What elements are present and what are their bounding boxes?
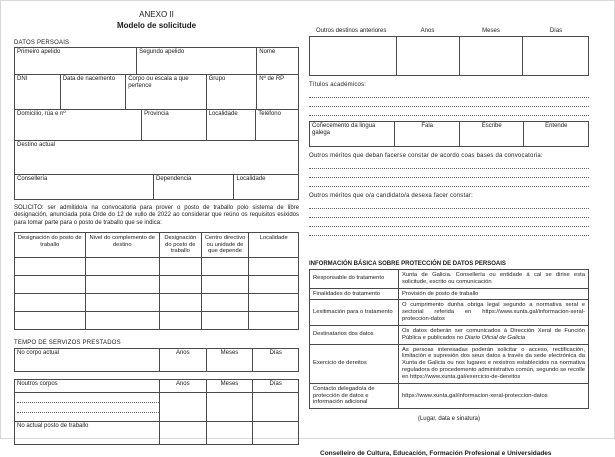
empty-cell (15, 294, 85, 311)
column-header-dias: Días (252, 349, 298, 371)
dotted-line (309, 99, 589, 107)
datos-persoais-table (14, 47, 299, 200)
field-nome (256, 48, 298, 74)
column-header-fala: Fala (394, 122, 459, 146)
titulos-academicos-label: Títulos académicos: (309, 82, 367, 88)
right-column (309, 28, 589, 457)
meritos-bases-label: Outros méritos que deban facerse constar de acordo coas bases da convocatoria: (309, 153, 543, 159)
column-header: Centro directivo ou unidade de que depende (201, 233, 249, 257)
proteccion-row-label: Lexitimación para o tratamento (310, 300, 399, 325)
empty-cell (310, 37, 396, 75)
field-lingua-galega (310, 122, 394, 146)
field-label: Corpo ou escala a que pertence (128, 76, 189, 89)
empty-cell (159, 258, 201, 275)
field-label: Dependencia (156, 176, 192, 182)
proteccion-datos-header: INFORMACIÓN BÁSICA SOBRE PROTECCIÓN DE DATOS PERSOAIS (309, 261, 506, 267)
table-row (15, 275, 298, 293)
field-dependencia (153, 175, 233, 199)
table-row (15, 257, 298, 275)
field-label: Localidade (236, 176, 266, 182)
meritos-candidato-lines (309, 201, 589, 236)
table-row (310, 300, 589, 325)
table-row (310, 325, 589, 344)
table-row (15, 421, 298, 444)
field-label: Teléfono (258, 111, 281, 117)
column-header: Localidade (248, 233, 298, 257)
column-header-dias: Días (252, 380, 298, 392)
empty-cell (248, 258, 298, 275)
field-label: Primeiro apelido (17, 49, 61, 55)
empty-cell (159, 312, 201, 329)
field-label: Localidade (208, 111, 238, 117)
empty-cell (85, 276, 159, 293)
empty-cell (201, 294, 249, 311)
proteccion-row-value: Provisión de posto de traballo (399, 288, 589, 300)
empty-cell (201, 276, 249, 293)
meritos-bases-lines (309, 161, 589, 187)
dotted-line (309, 161, 589, 169)
empty-cell (522, 37, 588, 75)
proteccion-row-value: As persoas interesadas poderán solicitar o acceso, rectificación, limitación e supresión dos seus datos a través da sede electrónica da Xunta de Galicia ou nos lugares e rexistros establecidos na normativa reguladora do procedemento administrativo común, segundo se recolle en https://www.xunta.gal/exercicio-de-dereitos (399, 344, 589, 383)
field-domicilio (15, 110, 141, 140)
table-row (310, 383, 589, 408)
table-row (15, 140, 298, 174)
field-label: No corpo actual (17, 349, 60, 356)
column-header: Designación do posto de traballo (17, 234, 82, 248)
column-header-anos: Anos (159, 349, 206, 371)
dotted-line (17, 405, 159, 413)
field-telefono (255, 110, 298, 140)
value-text: Os datos deberán ser comunicados á Dirección Xeral de Función Pública e publicados no (402, 327, 585, 341)
field-label: Data de nacemento (62, 76, 116, 82)
field-no-actual-posto (15, 422, 159, 444)
tempo-corpo-actual-table (14, 348, 299, 372)
column-header-escribe: Escribe (459, 122, 524, 146)
table-row (15, 380, 298, 392)
table-row (15, 48, 298, 74)
proteccion-row-value (399, 325, 589, 344)
field-primeiro-apelido (15, 48, 136, 74)
column-header-entende: Entende (523, 122, 588, 146)
tempo-noutros-corpos-table (14, 379, 299, 445)
value-text-italic: Diario Oficial de Galicia (464, 334, 526, 341)
field-corpo-escala (125, 75, 205, 109)
empty-cell (206, 422, 253, 444)
table-row (15, 311, 298, 329)
empty-cell (252, 422, 298, 444)
field-dni (15, 75, 60, 109)
column-header-meses: Meses (206, 380, 253, 392)
empty-cell (85, 294, 159, 311)
left-column (14, 5, 299, 445)
field-noutros-corpos (15, 380, 159, 392)
section-tempo-servizos: TEMPO DE SERVIZOS PRESTADOS (14, 339, 121, 346)
empty-cell (201, 258, 249, 275)
outros-destinos-table (309, 36, 589, 76)
titulos-academicos-lines (309, 90, 589, 116)
field-data-nacemento (60, 75, 126, 109)
meritos-candidato-label: Outros méritos que o/a candidato/a desexa facer constar: (309, 193, 473, 199)
field-localidade-conselleria (233, 175, 298, 199)
field-grupo (206, 75, 257, 109)
field-provincia (141, 110, 206, 140)
field-label: Nº de RP (259, 76, 285, 82)
dotted-line (309, 170, 589, 178)
write-in-cell (15, 393, 159, 421)
empty-cell (206, 393, 253, 421)
dotted-line (309, 179, 589, 187)
dotted-line (309, 219, 589, 227)
table-row (310, 288, 589, 300)
field-num-rp (256, 75, 298, 109)
empty-cell (15, 312, 85, 329)
field-label: Noutros corpos (17, 380, 58, 387)
field-label: Domicilio, rúa e nº (17, 111, 66, 117)
field-no-corpo-actual (15, 349, 159, 371)
dotted-line (309, 90, 589, 98)
field-label-outros-destinos: Outros destinos anteriores (316, 28, 387, 34)
field-label: No actual posto de traballo (17, 422, 89, 429)
column-header: Nivel do complemento de destino (85, 233, 159, 257)
proteccion-row-label: Finalidades do tratamento (310, 288, 399, 300)
empty-cell (85, 312, 159, 329)
proteccion-row-value: https://www.xunta.gal/informacion-xeral-proteccion-datos (399, 383, 589, 408)
form-subtitle: Modelo de solicitude (116, 21, 197, 30)
lugar-data-sinatura-label: (Lugar, data e sinatura) (417, 416, 481, 423)
empty-cell (201, 312, 249, 329)
footer-signature-title: Conselleiro de Cultura, Educación, Formación Profesional e Universidades (320, 450, 552, 457)
empty-cell (159, 393, 206, 421)
dotted-line (309, 108, 589, 116)
empty-cell (15, 276, 85, 293)
dotted-line (17, 414, 159, 421)
proteccion-row-label: Exercicio de dereitos (310, 344, 399, 383)
field-label: Grupo (208, 76, 226, 82)
dotted-line (309, 201, 589, 209)
field-conselleria (15, 175, 153, 199)
empty-cell (248, 276, 298, 293)
empty-cell (159, 276, 201, 293)
table-row (15, 392, 298, 421)
field-destino-actual (15, 141, 298, 174)
empty-cell (15, 258, 85, 275)
column-header-anos: Anos (159, 380, 206, 392)
field-label: DNI (17, 76, 28, 82)
proteccion-row-label: Destinatarios dos datos (310, 325, 399, 344)
section-datos-persoais: DATOS PERSOAIS (14, 40, 70, 46)
field-label: Coñecemento da lingua galega (312, 123, 376, 136)
lingua-galega-table (309, 121, 589, 147)
column-header: Designación do posto de traballo (159, 233, 201, 257)
empty-cell (159, 422, 206, 444)
column-header-anos: Anos (420, 28, 435, 34)
table-row (15, 174, 298, 199)
postos-table (14, 232, 299, 330)
empty-cell (252, 393, 298, 421)
field-segundo-apelido (136, 48, 256, 74)
table-row (310, 37, 588, 75)
empty-cell (248, 312, 298, 329)
field-label: Segundo apelido (139, 49, 185, 55)
column-header-dias: Días (549, 28, 563, 34)
solicito-paragraph: SOLICITO: ser admitido/a na convocatoria para prover o posto de traballo polo sistema de libre designación, anunciada pola Orde do 12 de xullo de 2022 ao considerar que reúno os requisitos esixidos para tomar parte para o posto de traballo que se indica: (14, 205, 299, 226)
proteccion-row-label: Contacto delegado/a de protección de datos e información adicional (310, 383, 399, 408)
empty-cell (459, 37, 523, 75)
table-row (310, 344, 589, 383)
outros-destinos-header (309, 28, 589, 34)
proteccion-row-label: Responsable do tratamento (310, 270, 399, 289)
proteccion-row-value: O cumprimento dunha obriga legal segundo a normativa xeral e sectorial referida en https://www.xunta.gal/informacion-xeral-proteccion-datos (399, 300, 589, 325)
column-header-meses: Meses (206, 349, 253, 371)
field-localidade (206, 110, 256, 140)
empty-cell (159, 294, 201, 311)
field-label: Provincia (144, 111, 169, 117)
field-label: Destino actual (17, 142, 56, 148)
table-row (310, 270, 589, 289)
dotted-line (309, 210, 589, 218)
dotted-line (17, 395, 159, 403)
postos-header-row (15, 233, 298, 257)
empty-cell (396, 37, 459, 75)
field-label: Nome (259, 49, 276, 55)
table-row (310, 122, 588, 146)
proteccion-row-value: Xunta de Galicia. Consellería ou entidade á cal se dirixe esta solicitude, escrito ou comunicación (399, 270, 589, 289)
form-title: ANEXO II (139, 10, 174, 19)
dotted-line (309, 228, 589, 236)
table-row (15, 109, 298, 140)
proteccion-datos-table (309, 269, 589, 409)
field-label: Consellería (17, 176, 48, 182)
table-row (15, 74, 298, 109)
column-header-meses: Meses (482, 28, 500, 34)
empty-cell (85, 258, 159, 275)
empty-cell (248, 294, 298, 311)
table-row (15, 349, 298, 371)
table-row (15, 293, 298, 311)
